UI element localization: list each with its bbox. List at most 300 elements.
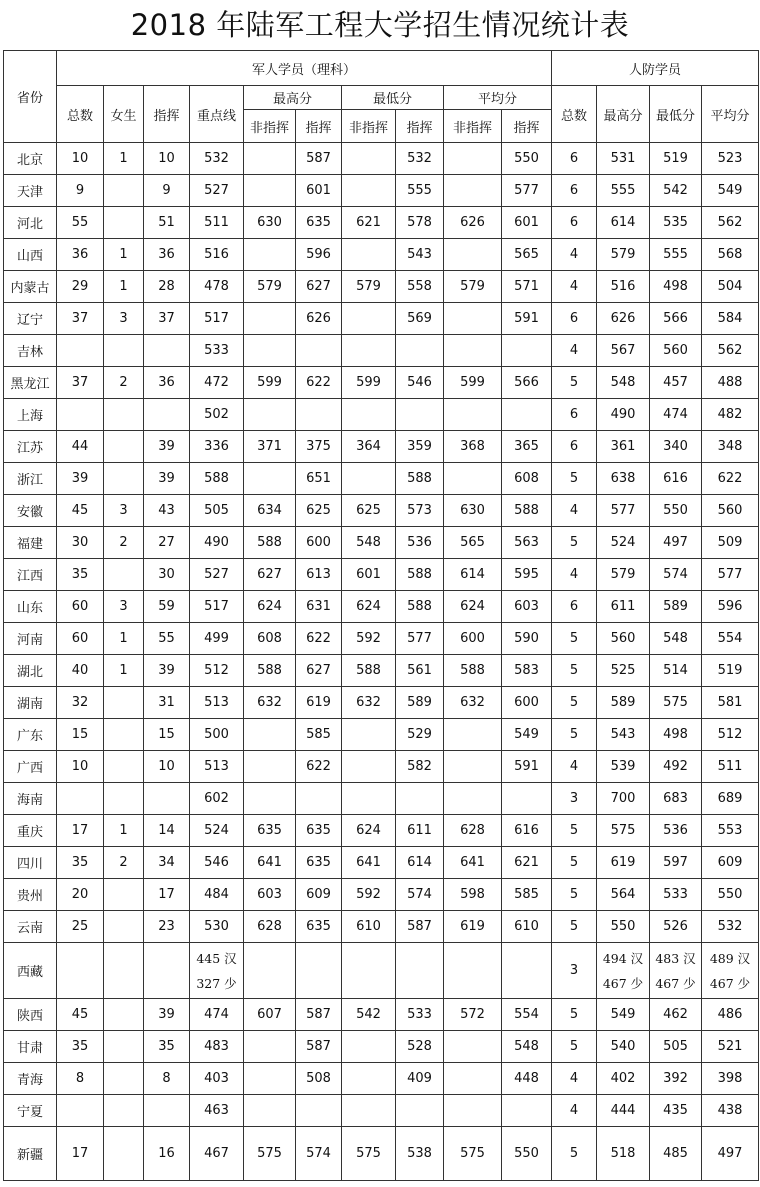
cell-c-min: 574 — [650, 559, 702, 591]
cell-province: 河南 — [4, 623, 57, 655]
table-row — [4, 751, 759, 783]
cell-min-nc — [342, 175, 396, 207]
cell-key-line: 532 — [190, 143, 244, 175]
cell-max-nc: 630 — [244, 207, 296, 239]
cell-c-max: 564 — [597, 879, 650, 911]
cell-max-nc: 628 — [244, 911, 296, 943]
cell-max-c: 622 — [296, 367, 342, 399]
cell-female — [104, 879, 144, 911]
header-highest-non-command: 非指挥 — [244, 110, 296, 143]
cell-min-c: 536 — [396, 527, 444, 559]
cell-female — [104, 463, 144, 495]
cell-command: 10 — [144, 143, 190, 175]
cell-avg-c: 601 — [502, 207, 552, 239]
table-row — [4, 399, 759, 431]
cell-c-avg: 622 — [702, 463, 759, 495]
cell-province: 青海 — [4, 1063, 57, 1095]
cell-c-max: 531 — [597, 143, 650, 175]
cell-command — [144, 335, 190, 367]
cell-min-c — [396, 943, 444, 999]
cell-c-min: 514 — [650, 655, 702, 687]
cell-c-total: 4 — [552, 1063, 597, 1095]
cell-key-line: 499 — [190, 623, 244, 655]
cell-c-avg: 511 — [702, 751, 759, 783]
cell-command — [144, 943, 190, 999]
cell-min-c — [396, 335, 444, 367]
cell-total: 37 — [57, 367, 104, 399]
cell-province: 河北 — [4, 207, 57, 239]
cell-avg-c: 571 — [502, 271, 552, 303]
cell-command — [144, 399, 190, 431]
cell-province: 北京 — [4, 143, 57, 175]
cell-min-nc: 601 — [342, 559, 396, 591]
cell-c-max: 575 — [597, 815, 650, 847]
cell-c-total: 5 — [552, 655, 597, 687]
cell-key-line: 490 — [190, 527, 244, 559]
cell-min-nc — [342, 239, 396, 271]
cell-avg-c: 610 — [502, 911, 552, 943]
table-row-xizang — [4, 943, 759, 999]
cell-command: 15 — [144, 719, 190, 751]
cell-max-nc: 588 — [244, 655, 296, 687]
cell-max-c: 631 — [296, 591, 342, 623]
cell-min-c: 533 — [396, 999, 444, 1031]
cell-min-nc — [342, 1031, 396, 1063]
cell-max-c: 587 — [296, 143, 342, 175]
cell-min-c: 573 — [396, 495, 444, 527]
cell-max-nc: 371 — [244, 431, 296, 463]
cell-min-nc: 588 — [342, 655, 396, 687]
cell-avg-nc: 614 — [444, 559, 502, 591]
cell-c-total: 6 — [552, 303, 597, 335]
cell-command: 23 — [144, 911, 190, 943]
cell-key-line: 533 — [190, 335, 244, 367]
cell-avg-c: 550 — [502, 143, 552, 175]
cell-province: 黑龙江 — [4, 367, 57, 399]
cell-c-min: 498 — [650, 719, 702, 751]
cell-min-c: 409 — [396, 1063, 444, 1095]
cell-min-c: 577 — [396, 623, 444, 655]
cell-max-nc: 608 — [244, 623, 296, 655]
cell-c-min: 497 — [650, 527, 702, 559]
cell-c-avg: 532 — [702, 911, 759, 943]
cell-c-avg: 549 — [702, 175, 759, 207]
cell-province: 江西 — [4, 559, 57, 591]
cell-max-nc: 607 — [244, 999, 296, 1031]
cell-avg-nc: 368 — [444, 431, 502, 463]
cell-c-total: 4 — [552, 751, 597, 783]
cell-key-line: 513 — [190, 687, 244, 719]
cell-total — [57, 783, 104, 815]
cell-total: 45 — [57, 495, 104, 527]
table-row — [4, 303, 759, 335]
cell-max-c: 619 — [296, 687, 342, 719]
cell-c-total: 6 — [552, 207, 597, 239]
cell-female: 1 — [104, 815, 144, 847]
cell-province: 贵州 — [4, 879, 57, 911]
cell-c-avg: 497 — [702, 1127, 759, 1181]
cell-avg-nc — [444, 783, 502, 815]
cell-avg-nc: 572 — [444, 999, 502, 1031]
cell-avg-nc: 600 — [444, 623, 502, 655]
cell-avg-nc — [444, 463, 502, 495]
cell-province: 安徽 — [4, 495, 57, 527]
cell-c-min: 485 — [650, 1127, 702, 1181]
cell-key-line: 527 — [190, 175, 244, 207]
cell-max-nc — [244, 239, 296, 271]
cell-min-nc: 624 — [342, 815, 396, 847]
table-row — [4, 271, 759, 303]
cell-c-max: 626 — [597, 303, 650, 335]
table-row — [4, 1095, 759, 1127]
cell-total: 35 — [57, 1031, 104, 1063]
cell-avg-c — [502, 1095, 552, 1127]
cell-total: 29 — [57, 271, 104, 303]
cell-max-nc — [244, 143, 296, 175]
cell-min-nc — [342, 303, 396, 335]
cell-max-c: 609 — [296, 879, 342, 911]
cell-key-line: 467 — [190, 1127, 244, 1181]
cell-province: 西藏 — [4, 943, 57, 999]
table-row — [4, 495, 759, 527]
cell-female — [104, 559, 144, 591]
cell-avg-nc — [444, 1063, 502, 1095]
header-average-non-command: 非指挥 — [444, 110, 502, 143]
cell-avg-nc: 565 — [444, 527, 502, 559]
cell-avg-nc: 626 — [444, 207, 502, 239]
cell-c-min: 392 — [650, 1063, 702, 1095]
table-row — [4, 175, 759, 207]
cell-avg-nc — [444, 303, 502, 335]
cell-command: 17 — [144, 879, 190, 911]
cell-max-nc: 641 — [244, 847, 296, 879]
cell-c-max: 543 — [597, 719, 650, 751]
cell-max-nc: 624 — [244, 591, 296, 623]
cell-min-nc: 625 — [342, 495, 396, 527]
cell-max-nc — [244, 463, 296, 495]
cell-max-c — [296, 943, 342, 999]
table-row — [4, 207, 759, 239]
cell-key-line: 527 — [190, 559, 244, 591]
cell-key-line: 588 — [190, 463, 244, 495]
table-body — [4, 143, 759, 1181]
cell-key-line: 463 — [190, 1095, 244, 1127]
table-row — [4, 815, 759, 847]
cell-c-min: 683 — [650, 783, 702, 815]
cell-command: 28 — [144, 271, 190, 303]
cell-key-line: 505 — [190, 495, 244, 527]
cell-key-line: 546 — [190, 847, 244, 879]
cell-command: 59 — [144, 591, 190, 623]
cell-female: 1 — [104, 143, 144, 175]
cell-avg-c: 548 — [502, 1031, 552, 1063]
cell-c-total: 5 — [552, 911, 597, 943]
cell-avg-nc — [444, 399, 502, 431]
cell-min-c: 589 — [396, 687, 444, 719]
table-row — [4, 719, 759, 751]
header-military-group: 军人学员（理科） — [57, 51, 552, 86]
cell-command: 27 — [144, 527, 190, 559]
cell-min-nc — [342, 143, 396, 175]
cell-c-avg: 550 — [702, 879, 759, 911]
cell-avg-c: 600 — [502, 687, 552, 719]
cell-c-avg: 581 — [702, 687, 759, 719]
cell-c-total: 5 — [552, 367, 597, 399]
cell-max-c: 635 — [296, 815, 342, 847]
cell-command: 43 — [144, 495, 190, 527]
cell-max-c — [296, 335, 342, 367]
cell-c-max: 402 — [597, 1063, 650, 1095]
table-row — [4, 1063, 759, 1095]
cell-max-nc: 599 — [244, 367, 296, 399]
cell-command: 14 — [144, 815, 190, 847]
cell-female — [104, 1095, 144, 1127]
table-row — [4, 623, 759, 655]
cell-min-nc: 548 — [342, 527, 396, 559]
cell-female — [104, 207, 144, 239]
cell-max-nc — [244, 175, 296, 207]
cell-c-avg: 609 — [702, 847, 759, 879]
cell-key-line: 336 — [190, 431, 244, 463]
cell-avg-c: 616 — [502, 815, 552, 847]
cell-c-max: 589 — [597, 687, 650, 719]
cell-c-max-line-2: 467 少 — [602, 975, 644, 991]
cell-min-nc: 542 — [342, 999, 396, 1031]
cell-min-c: 558 — [396, 271, 444, 303]
cell-c-min: 575 — [650, 687, 702, 719]
cell-avg-c: 565 — [502, 239, 552, 271]
cell-avg-c: 365 — [502, 431, 552, 463]
cell-avg-nc — [444, 751, 502, 783]
table-row — [4, 527, 759, 559]
header-average-command: 指挥 — [502, 110, 552, 143]
cell-avg-nc — [444, 239, 502, 271]
cell-c-total: 5 — [552, 847, 597, 879]
cell-key-line: 500 — [190, 719, 244, 751]
cell-avg-c: 554 — [502, 999, 552, 1031]
cell-c-avg-line-1: 489 汉 — [709, 950, 751, 966]
cell-min-nc — [342, 463, 396, 495]
cell-c-max: 614 — [597, 207, 650, 239]
cell-max-nc — [244, 943, 296, 999]
header-civil-group: 人防学员 — [552, 51, 759, 86]
cell-c-min: 492 — [650, 751, 702, 783]
cell-c-min: 519 — [650, 143, 702, 175]
cell-avg-nc — [444, 175, 502, 207]
cell-avg-nc: 579 — [444, 271, 502, 303]
cell-c-max-line-1: 494 汉 — [602, 950, 644, 966]
cell-c-total: 5 — [552, 719, 597, 751]
cell-female — [104, 431, 144, 463]
table-row — [4, 463, 759, 495]
cell-total: 30 — [57, 527, 104, 559]
cell-total: 10 — [57, 143, 104, 175]
cell-min-c: 532 — [396, 143, 444, 175]
cell-avg-c: 549 — [502, 719, 552, 751]
cell-key-line: 483 — [190, 1031, 244, 1063]
cell-avg-nc: 588 — [444, 655, 502, 687]
cell-c-avg: 562 — [702, 207, 759, 239]
table-row — [4, 655, 759, 687]
cell-min-nc — [342, 335, 396, 367]
cell-total: 8 — [57, 1063, 104, 1095]
cell-female — [104, 687, 144, 719]
cell-total: 15 — [57, 719, 104, 751]
cell-command: 37 — [144, 303, 190, 335]
cell-command: 10 — [144, 751, 190, 783]
cell-c-min: 616 — [650, 463, 702, 495]
cell-c-max: 638 — [597, 463, 650, 495]
cell-c-max: 525 — [597, 655, 650, 687]
cell-province: 广西 — [4, 751, 57, 783]
header-province: 省份 — [4, 51, 57, 143]
cell-province: 山西 — [4, 239, 57, 271]
header-average: 平均分 — [444, 86, 552, 110]
cell-avg-nc — [444, 335, 502, 367]
cell-c-total: 6 — [552, 591, 597, 623]
header-female: 女生 — [104, 86, 144, 143]
table-row — [4, 911, 759, 943]
cell-key-line: 403 — [190, 1063, 244, 1095]
cell-max-c — [296, 399, 342, 431]
cell-c-max: 579 — [597, 559, 650, 591]
cell-min-nc: 592 — [342, 623, 396, 655]
cell-c-max: 560 — [597, 623, 650, 655]
cell-min-c: 538 — [396, 1127, 444, 1181]
table-row — [4, 1127, 759, 1181]
cell-min-c: 546 — [396, 367, 444, 399]
cell-max-c: 613 — [296, 559, 342, 591]
header-highest: 最高分 — [244, 86, 342, 110]
cell-max-c — [296, 1095, 342, 1127]
cell-c-total: 5 — [552, 623, 597, 655]
cell-c-max: 490 — [597, 399, 650, 431]
cell-c-max: 700 — [597, 783, 650, 815]
cell-max-c: 574 — [296, 1127, 342, 1181]
cell-female: 2 — [104, 847, 144, 879]
table-row — [4, 335, 759, 367]
cell-c-avg: 523 — [702, 143, 759, 175]
header-lowest-command: 指挥 — [396, 110, 444, 143]
cell-key-line: 524 — [190, 815, 244, 847]
cell-min-c: 582 — [396, 751, 444, 783]
cell-c-total: 5 — [552, 1127, 597, 1181]
cell-min-nc: 579 — [342, 271, 396, 303]
cell-max-c: 622 — [296, 751, 342, 783]
cell-total: 37 — [57, 303, 104, 335]
cell-c-total: 3 — [552, 943, 597, 999]
cell-key-line: 472 — [190, 367, 244, 399]
cell-c-max: 540 — [597, 1031, 650, 1063]
cell-min-c: 569 — [396, 303, 444, 335]
cell-c-total: 5 — [552, 879, 597, 911]
cell-min-c: 574 — [396, 879, 444, 911]
table-row — [4, 879, 759, 911]
cell-min-nc — [342, 751, 396, 783]
cell-max-c: 508 — [296, 1063, 342, 1095]
cell-c-max: 539 — [597, 751, 650, 783]
cell-avg-nc: 632 — [444, 687, 502, 719]
cell-avg-nc: 630 — [444, 495, 502, 527]
cell-c-max: 516 — [597, 271, 650, 303]
cell-c-max: 611 — [597, 591, 650, 623]
cell-c-avg: 348 — [702, 431, 759, 463]
cell-c-min-line-1: 483 汉 — [655, 950, 696, 966]
cell-c-avg: 577 — [702, 559, 759, 591]
cell-min-c: 588 — [396, 591, 444, 623]
header-total: 总数 — [57, 86, 104, 143]
cell-key-line: 484 — [190, 879, 244, 911]
header-highest-command: 指挥 — [296, 110, 342, 143]
cell-c-avg: 504 — [702, 271, 759, 303]
cell-avg-c — [502, 943, 552, 999]
cell-c-avg: 553 — [702, 815, 759, 847]
cell-female: 3 — [104, 303, 144, 335]
cell-avg-c: 621 — [502, 847, 552, 879]
cell-min-c — [396, 399, 444, 431]
cell-total: 17 — [57, 815, 104, 847]
cell-min-nc — [342, 399, 396, 431]
cell-command: 36 — [144, 239, 190, 271]
table-row — [4, 1031, 759, 1063]
cell-min-nc: 641 — [342, 847, 396, 879]
cell-max-c: 587 — [296, 1031, 342, 1063]
header-civil-average: 平均分 — [702, 86, 759, 143]
cell-c-min: 536 — [650, 815, 702, 847]
cell-c-max: 579 — [597, 239, 650, 271]
cell-province: 福建 — [4, 527, 57, 559]
cell-min-nc: 364 — [342, 431, 396, 463]
cell-min-c: 555 — [396, 175, 444, 207]
cell-command: 51 — [144, 207, 190, 239]
cell-total — [57, 943, 104, 999]
cell-avg-c: 550 — [502, 1127, 552, 1181]
cell-c-min: 474 — [650, 399, 702, 431]
cell-c-total: 6 — [552, 143, 597, 175]
cell-female — [104, 1063, 144, 1095]
cell-command: 36 — [144, 367, 190, 399]
cell-command — [144, 783, 190, 815]
cell-max-nc — [244, 303, 296, 335]
header-lowest: 最低分 — [342, 86, 444, 110]
cell-c-avg: 689 — [702, 783, 759, 815]
cell-c-avg: 482 — [702, 399, 759, 431]
cell-max-nc: 603 — [244, 879, 296, 911]
cell-total: 20 — [57, 879, 104, 911]
cell-province: 甘肃 — [4, 1031, 57, 1063]
cell-c-min: 457 — [650, 367, 702, 399]
cell-max-c: 635 — [296, 847, 342, 879]
cell-avg-nc: 619 — [444, 911, 502, 943]
cell-command: 55 — [144, 623, 190, 655]
cell-avg-nc — [444, 1031, 502, 1063]
cell-key-line: 512 — [190, 655, 244, 687]
cell-avg-c: 563 — [502, 527, 552, 559]
cell-total: 60 — [57, 591, 104, 623]
cell-min-c — [396, 783, 444, 815]
cell-c-avg: 521 — [702, 1031, 759, 1063]
cell-avg-c: 448 — [502, 1063, 552, 1095]
cell-min-nc — [342, 783, 396, 815]
cell-c-avg: 509 — [702, 527, 759, 559]
cell-avg-nc — [444, 1095, 502, 1127]
cell-province: 浙江 — [4, 463, 57, 495]
cell-province: 湖南 — [4, 687, 57, 719]
cell-c-min: 542 — [650, 175, 702, 207]
cell-max-nc: 575 — [244, 1127, 296, 1181]
cell-c-total: 4 — [552, 239, 597, 271]
cell-c-avg-line-2: 467 少 — [709, 975, 751, 991]
